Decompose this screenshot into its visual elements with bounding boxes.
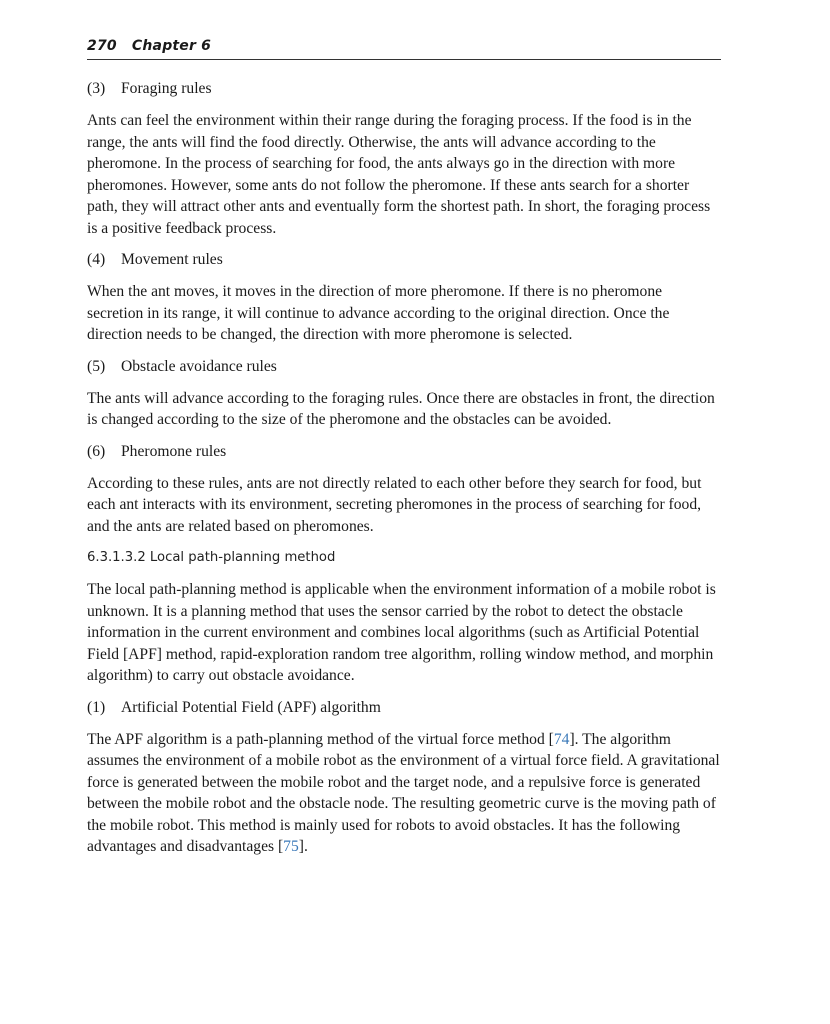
- paragraph-movement: When the ant moves, it moves in the direction of more pheromone. If there is no pheromone secretion in its range, it will continue to advance according to the original direction. Once the direction needs to be changed, the direction with more pheromone is selected.: [87, 283, 670, 343]
- heading-number: (4): [87, 251, 106, 268]
- heading-title: Artificial Potential Field (APF) algorithm: [121, 698, 381, 716]
- page-body: [87, 78, 721, 868]
- heading-apf-algorithm: [87, 697, 721, 719]
- paragraph-apf: [87, 729, 721, 858]
- heading-obstacle-avoidance-rules: [87, 356, 721, 378]
- heading-pheromone-rules: [87, 441, 721, 463]
- paragraph-local-path-planning: The local path-planning method is applicable when the environment information of a mobile robot is unknown. It is a planning method that uses the sensor carried by the robot to detect the obstacle information in the current environment and combines local algorithms (such as Artificial Potential Field [APF] method, rapid-exploration random tree algorithm, rolling window method, and morphin algorithm) to carry out obstacle avoidance.: [87, 581, 716, 684]
- apf-text-part-2: ]. The algorithm assumes the environment of a mobile robot as the environment of a virtual force field. A gravitational force is generated between the mobile robot and the target node, and a repulsive force is generated between the mobile robot and the obstacle node. The resulting geometric curve is the moving path of the mobile robot. This method is mainly used for robots to avoid obstacles. It has the following advantages and disadvantages [: [87, 730, 720, 855]
- paragraph-pheromone: According to these rules, ants are not directly related to each other before they search for food, but each ant interacts with its environment, secreting pheromones in the process of searching for food, and the ants are related based on pheromones.: [87, 474, 702, 535]
- heading-title: Obstacle avoidance rules: [121, 357, 277, 375]
- heading-title: Foraging rules: [121, 80, 212, 97]
- heading-title: Pheromone rules: [121, 442, 227, 460]
- paragraph-obstacle-avoidance: The ants will advance according to the foraging rules. Once there are obstacles in front, the direction is changed according to the size of the pheromone and the obstacles can be avoided.: [87, 389, 715, 428]
- page-number: 270: [87, 38, 117, 54]
- citation-link-75[interactable]: 75: [283, 838, 299, 855]
- heading-number: (6): [87, 442, 106, 460]
- citation-link-74[interactable]: 74: [553, 730, 570, 748]
- paragraph-foraging: Ants can feel the environment within their range during the foraging process. If the food is in the range, the ants will find the food directly. Otherwise, the ants will advance according to the pheromone. In the process of searching for food, the ants always go in the direction with more pheromones. However, some ants do not follow the pheromone. If these ants search for a shorter path, they will attract other ants and eventually form the shortest path. In short, the foraging process is a positive feedback process.: [87, 112, 711, 237]
- heading-movement-rules: [87, 249, 721, 271]
- heading-number: (1): [87, 698, 106, 716]
- subsection-heading-local-path-planning: 6.3.1.3.2 Local path-planning method: [87, 550, 336, 565]
- apf-text-part-1: The APF algorithm is a path-planning method of the virtual force method [: [87, 730, 554, 748]
- heading-number: (5): [87, 357, 106, 375]
- heading-foraging-rules: [87, 78, 721, 100]
- running-header: [87, 38, 721, 60]
- heading-title: Movement rules: [121, 251, 223, 268]
- apf-text-part-3: ].: [298, 838, 308, 855]
- chapter-title: Chapter 6: [131, 38, 212, 54]
- heading-number: (3): [87, 80, 106, 97]
